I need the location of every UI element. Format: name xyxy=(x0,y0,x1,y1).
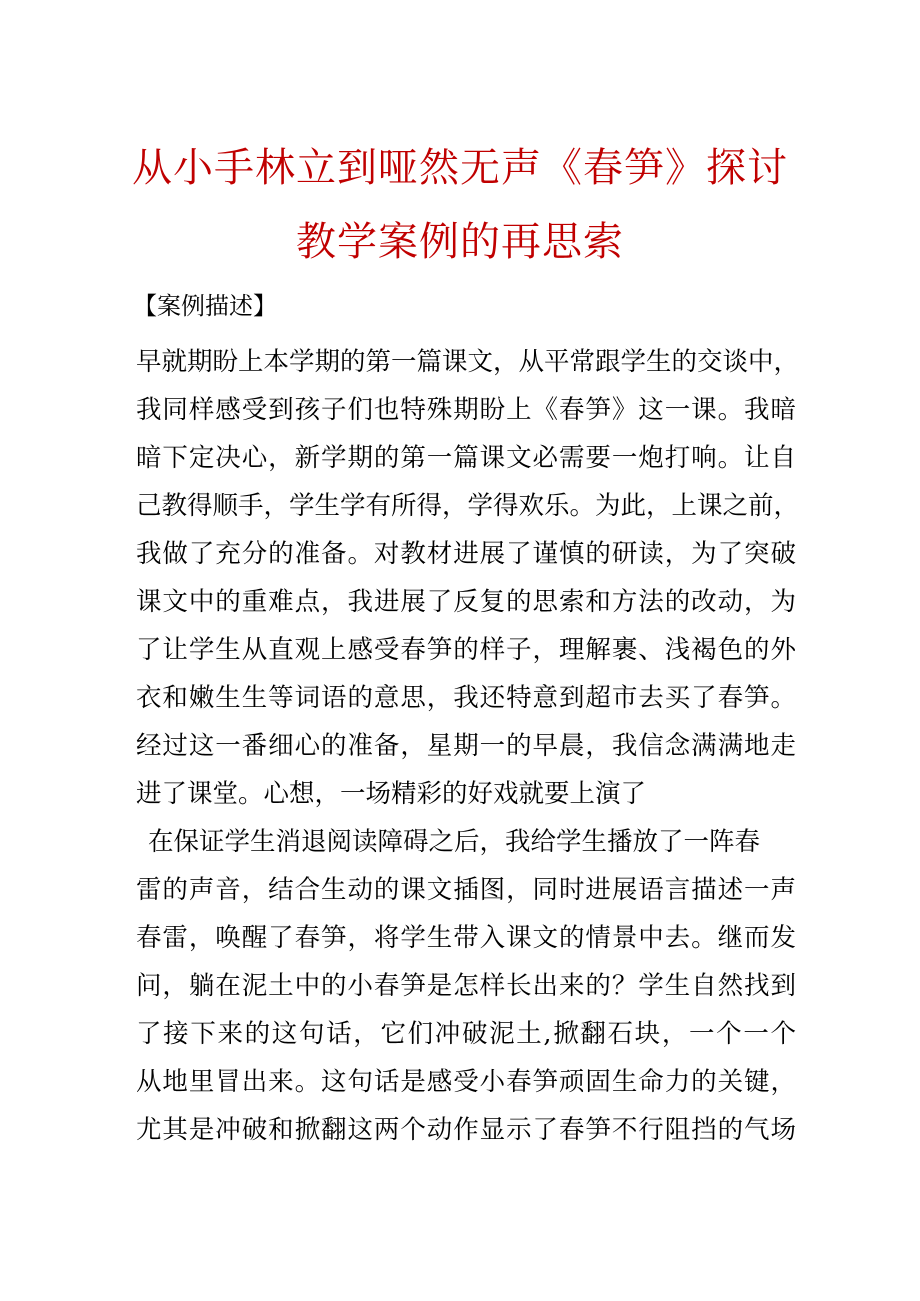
body-line: 课文中的重难点，我进展了反复的思索和方法的改动，为 xyxy=(136,587,796,617)
body-line: 己教得顺手，学生学有所得，学得欢乐。为此，上课之前， xyxy=(136,491,800,521)
body-line: 进了课堂。心想，一场精彩的好戏就要上演了 xyxy=(136,779,647,809)
body-line: 经过这一番细心的准备，星期一的早晨，我信念满满地走 xyxy=(136,731,796,761)
document-title-line-2: 教学案例的再思索 xyxy=(296,219,624,265)
document-title-line-1: 从小手林立到哑然无声《春笋》探讨 xyxy=(132,145,788,191)
section-heading: 【案例描述】 xyxy=(133,292,277,320)
body-line: 衣和嫩生生等词语的意思，我还特意到超市去买了春笋。 xyxy=(136,683,796,713)
body-text xyxy=(136,338,800,1154)
body-line: 我同样感受到孩子们也特殊期盼上《春笋》这一课。我暗 xyxy=(136,395,796,425)
body-line: 了接下来的这句话，它们冲破泥土,掀翻石块，一个一个 xyxy=(136,1019,796,1049)
body-line: 暗下定决心，新学期的第一篇课文必需要一炮打响。让自 xyxy=(136,443,796,473)
body-line: 从地里冒出来。这句话是感受小春笋顽固生命力的关键， xyxy=(136,1067,796,1097)
body-line: 问，躺在泥土中的小春笋是怎样长出来的？学生自然找到 xyxy=(136,971,796,1001)
body-line: 在保证学生消退阅读障碍之后，我给学生播放了一阵春 xyxy=(148,827,761,857)
body-line: 雷的声音，结合生动的课文插图，同时进展语言描述一声 xyxy=(136,875,796,905)
body-line: 了让学生从直观上感受春笋的样子，理解裹、浅褐色的外 xyxy=(136,635,796,665)
body-line: 我做了充分的准备。对教材进展了谨慎的研读，为了突破 xyxy=(136,539,796,569)
body-line: 尤其是冲破和掀翻这两个动作显示了春笋不行阻挡的气场 xyxy=(136,1115,796,1145)
body-line: 春雷，唤醒了春笋，将学生带入课文的情景中去。继而发 xyxy=(136,923,796,953)
body-line: 早就期盼上本学期的第一篇课文，从平常跟学生的交谈中， xyxy=(136,347,800,377)
